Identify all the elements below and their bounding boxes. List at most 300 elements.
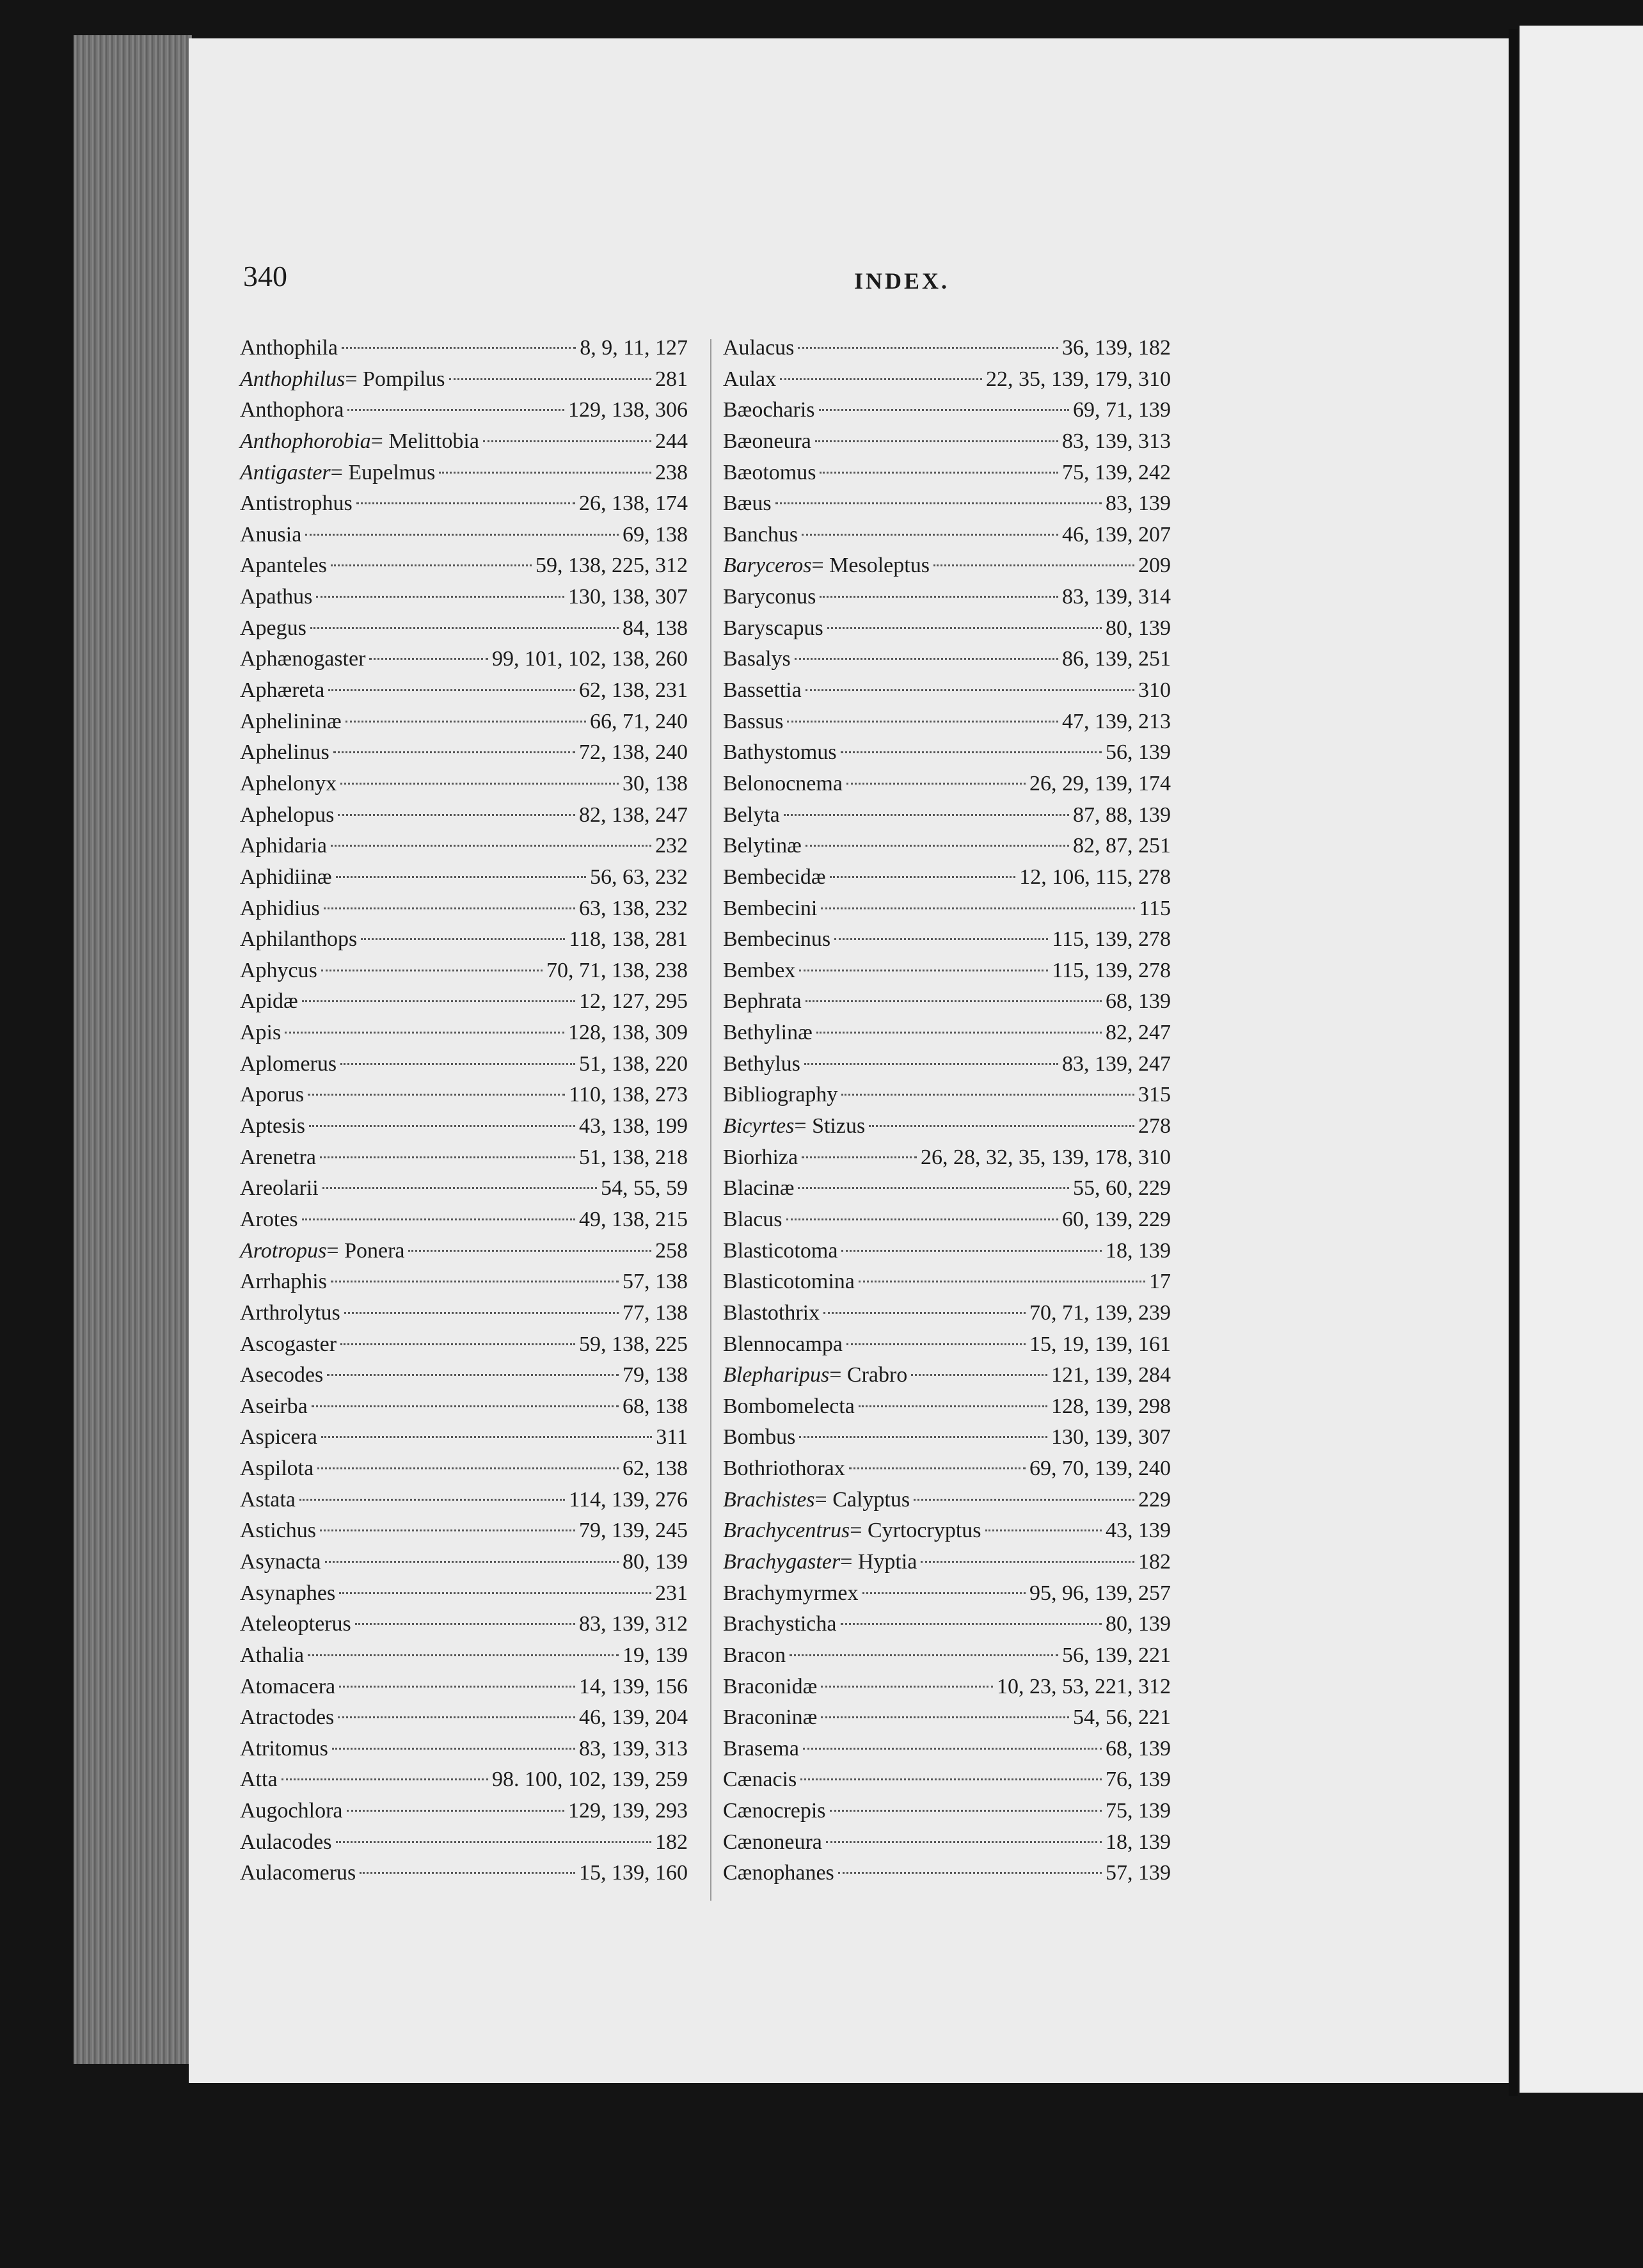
entry-term: Bæotomus [723, 460, 816, 484]
entry-term: Asecodes [240, 1363, 324, 1387]
entry-synonym: = Ponera [326, 1238, 405, 1263]
entry-pages: 10, 23, 53, 221, 312 [997, 1674, 1171, 1698]
entry-pages: 80, 139 [623, 1549, 688, 1574]
index-entry [240, 1049, 688, 1080]
index-entry [240, 1827, 688, 1858]
entry-pages: 80, 139 [1106, 1612, 1171, 1636]
dot-leader [305, 534, 619, 536]
dot-leader [820, 596, 1058, 598]
entry-term: Blastothrix [723, 1300, 820, 1325]
index-entry [723, 520, 1171, 551]
entry-term: Antigaster [240, 460, 331, 484]
entry-pages: 229 [1138, 1487, 1171, 1512]
entry-term: Brachysticha [723, 1612, 837, 1636]
index-entry [240, 395, 688, 426]
dot-leader [806, 845, 1069, 847]
entry-pages: 99, 101, 102, 138, 260 [492, 647, 688, 671]
entry-term: Bombomelecta [723, 1394, 855, 1418]
index-entry [240, 333, 688, 364]
entry-term: Bathystomus [723, 740, 837, 765]
dot-leader [823, 1312, 1026, 1314]
entry-term: Apidæ [240, 989, 298, 1014]
index-entry [723, 1640, 1171, 1672]
entry-pages: 26, 29, 139, 174 [1029, 771, 1171, 795]
index-column-right [723, 333, 1171, 1889]
entry-pages: 98. 100, 102, 139, 259 [492, 1768, 688, 1792]
dot-leader [784, 814, 1069, 816]
entry-term: Astata [240, 1487, 296, 1512]
index-entry [723, 1858, 1171, 1889]
entry-pages: 26, 138, 174 [579, 491, 688, 516]
entry-term: Bicyrtes [723, 1114, 795, 1138]
entry-pages: 43, 139 [1106, 1519, 1171, 1543]
entry-term: Bracon [723, 1643, 786, 1667]
dot-leader [841, 1623, 1102, 1625]
dot-leader [331, 1281, 619, 1282]
facing-page-edge [1520, 26, 1643, 2093]
index-entry [723, 364, 1171, 395]
entry-term: Aphelinus [240, 740, 329, 765]
entry-pages: 69, 138 [623, 522, 688, 547]
index-entry [240, 1578, 688, 1609]
entry-pages: 311 [656, 1425, 688, 1449]
dot-leader [324, 907, 575, 909]
dot-leader [320, 1156, 575, 1158]
dot-leader [325, 1561, 619, 1563]
index-entry [240, 955, 688, 987]
dot-leader [846, 1343, 1026, 1345]
entry-term: Aulacus [723, 336, 795, 360]
index-entry [723, 893, 1171, 925]
entry-synonym: = Melittobia [370, 429, 479, 453]
dot-leader [342, 347, 576, 349]
entry-pages: 83, 139, 313 [1062, 429, 1171, 453]
entry-pages: 46, 139, 207 [1062, 522, 1171, 547]
entry-pages: 209 [1138, 554, 1171, 578]
index-entry [240, 1453, 688, 1485]
entry-term: Aspicera [240, 1425, 317, 1449]
index-entry [723, 1266, 1171, 1298]
entry-pages: 84, 138 [623, 616, 688, 640]
dot-leader [830, 876, 1016, 878]
entry-pages: 17 [1149, 1270, 1171, 1294]
index-entry [723, 1764, 1171, 1796]
entry-term: Ateleopterus [240, 1612, 351, 1636]
index-entry [723, 644, 1171, 675]
dot-leader [302, 1000, 575, 1002]
entry-term: Biorhiza [723, 1145, 798, 1169]
dot-leader [911, 1374, 1047, 1376]
index-entry [723, 1609, 1171, 1640]
index-entry [723, 1515, 1171, 1547]
entry-term: Bassus [723, 709, 784, 733]
entry-term: Asynacta [240, 1549, 321, 1574]
dot-leader [921, 1561, 1134, 1563]
entry-pages: 59, 138, 225 [579, 1332, 688, 1356]
entry-term: Arotes [240, 1207, 298, 1231]
entry-term: Asynaphes [240, 1581, 336, 1605]
index-entry [723, 426, 1171, 458]
dot-leader [859, 1405, 1047, 1407]
column-rule [710, 339, 711, 1901]
entry-pages: 82, 87, 251 [1073, 834, 1171, 858]
entry-pages: 36, 139, 182 [1062, 336, 1171, 360]
entry-term: Brachistes [723, 1487, 815, 1512]
entry-pages: 30, 138 [623, 771, 688, 795]
entry-pages: 75, 139, 242 [1062, 460, 1171, 484]
entry-term: Bombus [723, 1425, 796, 1449]
entry-pages: 8, 9, 11, 127 [580, 336, 688, 360]
entry-term: Arotropus [240, 1238, 327, 1263]
entry-pages: 15, 19, 139, 161 [1029, 1332, 1171, 1356]
index-entry [240, 1640, 688, 1672]
entry-term: Anthophora [240, 398, 344, 422]
dot-leader [862, 1592, 1026, 1594]
entry-pages: 244 [655, 429, 688, 453]
entry-term: Belonocnema [723, 771, 843, 795]
entry-pages: 79, 139, 245 [579, 1519, 688, 1543]
dot-leader [338, 814, 575, 816]
dot-leader [339, 1686, 575, 1688]
entry-term: Bæocharis [723, 398, 815, 422]
entry-pages: 83, 139, 247 [1062, 1051, 1171, 1076]
entry-pages: 80, 139 [1106, 616, 1171, 640]
page-number: 340 [243, 260, 287, 292]
book-gutter [1509, 29, 1518, 2096]
index-entry [240, 1298, 688, 1329]
index-entry [240, 1485, 688, 1516]
entry-term: Bassettia [723, 678, 802, 703]
index-entry [240, 488, 688, 520]
entry-term: Cænocrepis [723, 1799, 826, 1823]
entry-pages: 231 [655, 1581, 688, 1605]
index-entry [723, 1422, 1171, 1453]
dot-leader [338, 1716, 575, 1718]
entry-term: Aphycus [240, 958, 317, 982]
index-entry [240, 769, 688, 800]
dot-leader [787, 721, 1058, 723]
index-entry [240, 1360, 688, 1391]
entry-term: Aphidius [240, 896, 320, 920]
dot-leader [408, 1250, 651, 1252]
entry-pages: 130, 138, 307 [568, 585, 688, 609]
dot-leader [914, 1499, 1134, 1501]
entry-term: Belytinæ [723, 834, 802, 858]
dot-leader [780, 378, 982, 380]
index-entry [240, 550, 688, 582]
entry-pages: 59, 138, 225, 312 [536, 554, 688, 578]
entry-pages: 22, 35, 139, 179, 310 [986, 367, 1171, 391]
entry-pages: 75, 139 [1106, 1799, 1171, 1823]
entry-pages: 66, 71, 240 [590, 709, 688, 733]
dot-leader [345, 721, 586, 723]
entry-pages: 12, 106, 115, 278 [1019, 865, 1171, 889]
entry-pages: 86, 139, 251 [1062, 647, 1171, 671]
dot-leader [815, 440, 1058, 442]
dot-leader [360, 1872, 575, 1874]
index-entry [723, 458, 1171, 489]
dot-leader [800, 1778, 1102, 1780]
entry-pages: 77, 138 [623, 1300, 688, 1325]
dot-leader [308, 1094, 565, 1096]
index-entry [723, 675, 1171, 707]
dot-leader [985, 1529, 1102, 1531]
dot-leader [820, 472, 1058, 474]
dot-leader [321, 1436, 652, 1438]
entry-pages: 57, 138 [623, 1270, 688, 1294]
entry-term: Arrhaphis [240, 1270, 327, 1294]
entry-term: Bæoneura [723, 429, 811, 453]
entry-pages: 68, 139 [1106, 1736, 1171, 1761]
entry-pages: 128, 138, 309 [568, 1021, 688, 1045]
index-entry [723, 924, 1171, 955]
dot-leader [340, 1343, 575, 1345]
index-entry [723, 1360, 1171, 1391]
dot-leader [320, 1529, 575, 1531]
index-entry [723, 613, 1171, 644]
dot-leader [816, 1032, 1102, 1034]
entry-pages: 110, 138, 273 [569, 1083, 688, 1107]
entry-pages: 72, 138, 240 [579, 740, 688, 765]
dot-leader [483, 440, 651, 442]
index-entry [723, 1827, 1171, 1858]
dot-leader [821, 1716, 1069, 1718]
entry-term: Blepharipus [723, 1363, 830, 1387]
entry-synonym: = Cyrtocryptus [850, 1519, 981, 1543]
entry-pages: 281 [655, 367, 688, 391]
entry-term: Bembex [723, 958, 796, 982]
entry-term: Cænacis [723, 1768, 797, 1792]
index-entry [723, 1236, 1171, 1267]
dot-leader [802, 534, 1058, 536]
entry-term: Arenetra [240, 1145, 316, 1169]
entry-pages: 12, 127, 295 [579, 989, 688, 1014]
index-entry [240, 520, 688, 551]
entry-term: Blasticotomina [723, 1270, 855, 1294]
dot-leader [299, 1499, 565, 1501]
dot-leader [821, 1686, 993, 1688]
entry-term: Bethylus [723, 1051, 800, 1076]
entry-pages: 87, 88, 139 [1073, 803, 1171, 827]
entry-pages: 129, 138, 306 [568, 398, 688, 422]
index-entry [723, 1329, 1171, 1361]
index-entry [723, 707, 1171, 738]
dot-leader [846, 783, 1026, 785]
index-entry [723, 333, 1171, 364]
dot-leader [804, 1063, 1058, 1065]
entry-synonym: = Pompilus [345, 367, 445, 391]
entry-pages: 49, 138, 215 [579, 1207, 688, 1231]
entry-term: Aphidaria [240, 834, 327, 858]
dot-leader [336, 876, 586, 878]
dot-leader [336, 1841, 651, 1843]
index-column-left [240, 333, 688, 1889]
index-entry [240, 1204, 688, 1236]
index-entry [723, 1080, 1171, 1111]
dot-leader [312, 1405, 619, 1407]
dot-leader [799, 970, 1048, 971]
entry-pages: 115, 139, 278 [1052, 958, 1171, 982]
index-entry [240, 831, 688, 862]
entry-pages: 69, 71, 139 [1073, 398, 1171, 422]
entry-pages: 70, 71, 139, 239 [1029, 1300, 1171, 1325]
index-entry [723, 1734, 1171, 1765]
entry-term: Brachygaster [723, 1549, 841, 1574]
index-entry [240, 737, 688, 769]
entry-pages: 54, 56, 221 [1073, 1705, 1171, 1730]
entry-term: Anthophila [240, 336, 338, 360]
index-entry [723, 1702, 1171, 1734]
entry-term: Brachymyrmex [723, 1581, 859, 1605]
entry-synonym: = Hyptia [840, 1549, 917, 1574]
dot-leader [328, 689, 575, 691]
entry-term: Apis [240, 1021, 282, 1045]
dot-leader [841, 1250, 1102, 1252]
dot-leader [331, 564, 532, 566]
dot-leader [285, 1032, 564, 1034]
dot-leader [806, 1000, 1102, 1002]
dot-leader [841, 1094, 1134, 1096]
dot-leader [347, 1810, 564, 1812]
entry-pages: 62, 138 [623, 1457, 688, 1481]
entry-pages: 19, 139 [623, 1643, 688, 1667]
dot-leader [838, 1872, 1102, 1874]
dot-leader [830, 1810, 1102, 1812]
index-entry [723, 1485, 1171, 1516]
entry-term: Cænophanes [723, 1861, 834, 1885]
dot-leader [841, 751, 1102, 753]
entry-term: Aphidiinæ [240, 865, 332, 889]
dot-leader [339, 1592, 651, 1594]
entry-term: Anusia [240, 522, 302, 547]
index-entry [723, 1391, 1171, 1423]
dot-leader [308, 1654, 619, 1656]
index-entry [240, 1796, 688, 1827]
entry-term: Atractodes [240, 1705, 335, 1730]
entry-term: Aulacodes [240, 1830, 332, 1854]
index-entry [240, 986, 688, 1018]
entry-term: Brasema [723, 1736, 799, 1761]
entry-term: Aspilota [240, 1457, 314, 1481]
entry-pages: 121, 139, 284 [1051, 1363, 1171, 1387]
index-entry [240, 1547, 688, 1578]
dot-leader [834, 938, 1048, 940]
entry-term: Aulacomerus [240, 1861, 356, 1885]
index-entry [240, 644, 688, 675]
entry-pages: 60, 139, 229 [1062, 1207, 1171, 1231]
index-entry [240, 1858, 688, 1889]
entry-term: Aporus [240, 1083, 305, 1107]
entry-pages: 79, 138 [623, 1363, 688, 1387]
entry-pages: 46, 139, 204 [579, 1705, 688, 1730]
entry-term: Bembecini [723, 896, 818, 920]
index-entry [723, 1111, 1171, 1142]
index-entry [240, 364, 688, 395]
dot-leader [827, 627, 1102, 629]
dot-leader [344, 1312, 619, 1314]
entry-pages: 82, 247 [1106, 1021, 1171, 1045]
entry-pages: 57, 139 [1106, 1861, 1171, 1885]
entry-term: Atomacera [240, 1674, 336, 1698]
dot-leader [799, 1436, 1047, 1438]
entry-term: Bembecinus [723, 927, 831, 952]
dot-leader [802, 1156, 917, 1158]
entry-term: Aphelopus [240, 803, 335, 827]
entry-pages: 14, 139, 156 [579, 1674, 688, 1698]
entry-pages: 115, 139, 278 [1052, 927, 1171, 952]
dot-leader [803, 1748, 1102, 1750]
index-entry [723, 1298, 1171, 1329]
entry-term: Atritomus [240, 1736, 328, 1761]
index-entry [723, 1173, 1171, 1204]
dot-leader [933, 564, 1134, 566]
dot-leader [331, 845, 651, 847]
index-entry [240, 1422, 688, 1453]
dot-leader [317, 1467, 619, 1469]
index-entry [240, 1734, 688, 1765]
entry-synonym: = Mesoleptus [811, 554, 930, 578]
index-entry [240, 613, 688, 644]
dot-leader [819, 409, 1069, 411]
dot-leader [449, 378, 652, 380]
dot-leader [775, 502, 1102, 504]
index-entry [240, 1266, 688, 1298]
index-entry [240, 1080, 688, 1111]
entry-term: Bembecidæ [723, 865, 826, 889]
entry-term: Cænoneura [723, 1830, 822, 1854]
dot-leader [869, 1125, 1134, 1127]
index-entry [240, 1142, 688, 1174]
dot-leader [282, 1778, 488, 1780]
entry-pages: 68, 138 [623, 1394, 688, 1418]
entry-pages: 182 [1138, 1549, 1171, 1574]
entry-term: Anthophilus [240, 367, 345, 391]
index-entry [723, 1018, 1171, 1049]
entry-pages: 83, 139 [1106, 491, 1171, 516]
index-entry [723, 1672, 1171, 1703]
index-entry [240, 426, 688, 458]
index-entry [240, 1018, 688, 1049]
dot-leader [347, 409, 564, 411]
entry-pages: 56, 139 [1106, 740, 1171, 765]
index-entry [723, 800, 1171, 831]
entry-term: Aulax [723, 367, 777, 391]
index-entry [240, 1236, 688, 1267]
entry-pages: 182 [655, 1830, 688, 1854]
entry-term: Bothriothorax [723, 1457, 845, 1481]
dot-leader [786, 1218, 1058, 1220]
entry-term: Athalia [240, 1643, 305, 1667]
entry-term: Aphænogaster [240, 647, 366, 671]
index-entry [723, 831, 1171, 862]
index-entry [240, 924, 688, 955]
entry-term: Bephrata [723, 989, 802, 1014]
index-entry [240, 800, 688, 831]
dot-leader [798, 347, 1058, 349]
index-entry [723, 1547, 1171, 1578]
index-entry [723, 582, 1171, 613]
entry-term: Baryceros [723, 554, 812, 578]
entry-term: Atta [240, 1768, 278, 1792]
entry-pages: 56, 139, 221 [1062, 1643, 1171, 1667]
entry-term: Arthrolytus [240, 1300, 340, 1325]
entry-term: Aphilanthops [240, 927, 358, 952]
entry-pages: 76, 139 [1106, 1768, 1171, 1792]
entry-term: Anthophorobia [240, 429, 371, 453]
entry-term: Ascogaster [240, 1332, 337, 1356]
index-entry [723, 1049, 1171, 1080]
entry-pages: 232 [655, 834, 688, 858]
